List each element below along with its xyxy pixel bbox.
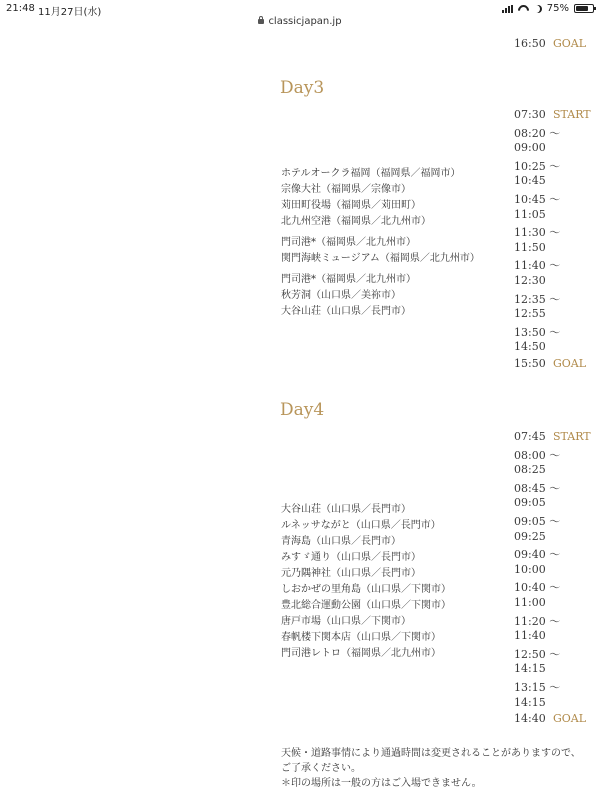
place-item: 門司港レトロ（福岡県／北九州市） [281, 648, 441, 659]
place-item: 大谷山荘（山口県／長門市） [281, 504, 411, 515]
time-value: 09:40 〜 [514, 548, 561, 562]
place-item: 関門海峡ミュージアム（福岡県／北九州市） [281, 253, 480, 264]
time-value: 08:25 [514, 463, 546, 477]
time-value: 11:00 [514, 596, 546, 609]
time-value: 08:45 〜 [514, 481, 561, 495]
time-value: 11:50 [514, 240, 546, 254]
day3-title: Day3 [280, 78, 325, 98]
time-value: 11:05 [514, 207, 546, 221]
time-value: 13:50 〜 [514, 325, 561, 339]
note-line: 天候・道路事情により通過時間は変更されることがありますので、 [281, 748, 581, 759]
time-value: 11:40 [514, 629, 546, 643]
time-tag: START [553, 430, 591, 443]
time-value: 14:40 [514, 712, 546, 726]
place-item: 大谷山荘（山口県／長門市） [281, 306, 411, 317]
place-item: 苅田町役場（福岡県／苅田町） [281, 200, 421, 211]
time-value: 09:00 [514, 141, 546, 155]
time-tag: GOAL [553, 37, 587, 50]
url-text: classicjapan.jp [268, 16, 342, 27]
wifi-icon [518, 5, 529, 13]
time-value: 11:40 〜 [514, 259, 561, 273]
time-value: 07:45 [514, 430, 546, 443]
time-value: 12:35 〜 [514, 292, 561, 306]
time-value: 13:15 〜 [514, 681, 561, 694]
time-value: 11:30 〜 [514, 226, 561, 240]
place-item: しおかぜの里角島（山口県／下関市） [281, 584, 451, 595]
note-line: ＊印の場所は一般の方はご入場できません。 [281, 778, 482, 789]
lock-icon [258, 19, 264, 24]
time-value: 10:45 〜 [514, 193, 561, 206]
status-icons [502, 3, 594, 14]
place-item: 秋芳洞（山口県／美祢市） [281, 290, 401, 301]
time-tag: GOAL [553, 357, 587, 370]
place-item: ルネッサながと（山口県／長門市） [281, 520, 441, 531]
time-value: 09:05 [514, 496, 546, 510]
time-value: 14:15 [514, 695, 546, 709]
place-item: 青海島（山口県／長門市） [281, 536, 401, 547]
time-value: 09:25 [514, 529, 546, 543]
time-value: 10:25 〜 [514, 159, 561, 173]
place-item: 唐戸市場（山口県／下関市） [281, 616, 411, 627]
time-value: 12:30 [514, 274, 546, 287]
time-tag: GOAL [553, 712, 587, 726]
time-value: 08:00 〜 [514, 448, 561, 462]
place-item: 豊北総合運動公園（山口県／下関市） [281, 600, 451, 611]
time-value: 10:00 [514, 562, 546, 576]
time-value: 09:05 〜 [514, 515, 561, 528]
place-item: 北九州空港（福岡県／北九州市） [281, 216, 431, 227]
time-tag: START [553, 108, 591, 121]
time-value: 12:55 [514, 307, 546, 321]
time-value: 10:40 〜 [514, 581, 561, 595]
status-bar [0, 0, 600, 27]
date: 11月27日(水) [38, 7, 102, 18]
note-line: ご了承ください。 [281, 763, 361, 774]
place-item: みすゞ通り（山口県／長門市） [281, 552, 421, 563]
clock: 21:48 [6, 3, 35, 14]
time-value: 14:50 [514, 340, 546, 354]
day4-title: Day4 [280, 400, 325, 420]
address-bar[interactable] [0, 16, 600, 27]
time-value: 08:20 〜 [514, 126, 561, 140]
time-value: 16:50 [514, 37, 546, 50]
place-item: 門司港*（福岡県／北九州市） [281, 237, 416, 248]
time-value: 10:45 [514, 174, 546, 188]
place-item: ホテルオークラ福岡（福岡県／福岡市） [281, 168, 461, 179]
battery-fill [576, 6, 588, 11]
place-item: 春帆楼下関本店（山口県／下関市） [281, 632, 441, 643]
battery-percent: 75% [546, 3, 569, 14]
time-value: 11:20 〜 [514, 614, 561, 628]
place-item: 元乃隅神社（山口県／長門市） [281, 568, 421, 579]
do-not-disturb-icon [534, 5, 542, 13]
time-value: 07:30 [514, 108, 546, 121]
battery-icon [574, 4, 594, 13]
cellular-signal-icon [502, 5, 513, 13]
place-item: 門司港*（福岡県／北九州市） [281, 274, 416, 285]
time-value: 12:50 〜 [514, 647, 561, 661]
place-item: 宗像大社（福岡県／宗像市） [281, 184, 411, 195]
time-value: 14:15 [514, 662, 546, 676]
time-value: 15:50 [514, 357, 546, 370]
